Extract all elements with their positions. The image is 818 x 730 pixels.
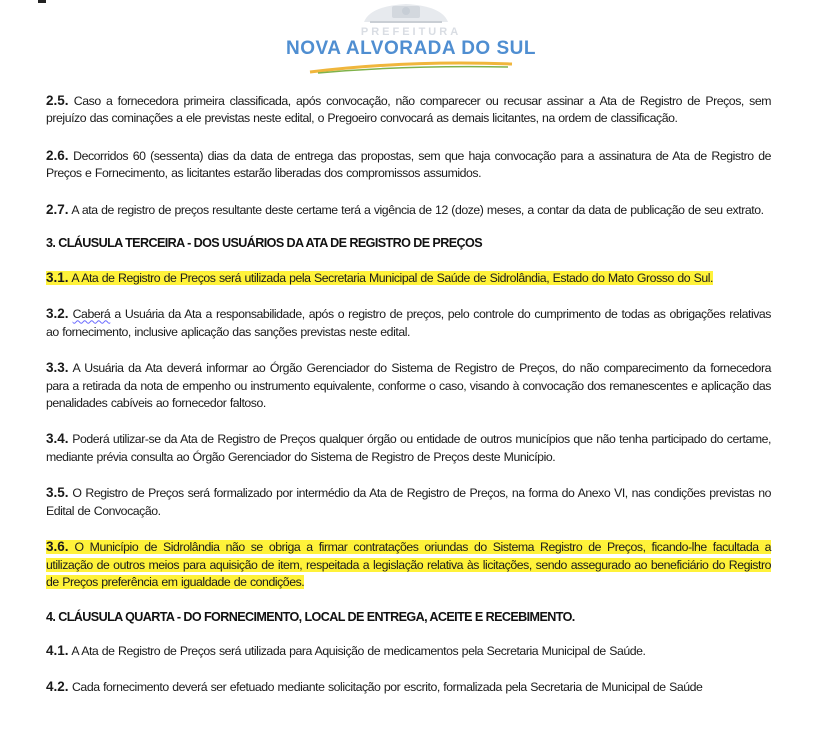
paragraph-text: O Município de Sidrolândia não se obriga a firmar contratações oriundas do Sistema Registro de Preços, ficando-lhe facultada a utilização de outros meios para aquisição de item, respeitada a legislação relativa às licitações, sendo assegurado ao beneficiário do Registro de Preços preferência em igualdade de condições. (46, 540, 771, 589)
paragraph-3-5 (46, 484, 771, 520)
paragraph-text: Poderá utilizar-se da Ata de Registro de Preços qualquer órgão ou entidade de outros municípios que não tenha participado do certame, mediante prévia consulta ao Órgão Gerenciador do Sistema de Registro de Preços deste Município. (46, 432, 772, 464)
paragraph-text: A Ata de Registro de Preços será utilizada para Aquisição de medicamentos pela Secretaria Municipal de Saúde. (71, 644, 646, 659)
clause-number: 4.2. (46, 678, 69, 694)
spellcheck-word: Caberá (72, 307, 111, 322)
paragraph-2-5 (46, 92, 771, 128)
clause-number: 3.5. (46, 485, 69, 501)
paragraph-text: a Usuária da Ata a responsabilidade, após o registro de preços, pelo controle do cumprimento de todas as obrigações relativas ao fornecimento, inclusive aplicação das sanções previstas neste edital. (46, 307, 772, 339)
paragraph-3-4 (46, 430, 771, 466)
clause-number: 3.1. (46, 270, 69, 286)
section-heading-3: 3. CLÁUSULA TERCEIRA - DOS USUÁRIOS DA ATA DE REGISTRO DE PREÇOS (46, 236, 482, 251)
paragraph-3-6 (46, 538, 771, 591)
clause-number: 3.4. (46, 431, 69, 447)
paragraph-2-7 (46, 201, 771, 219)
paragraph-text: A ata de registro de preços resultante deste certame terá a vigência de 12 (doze) meses, a contar da data de publicação de seu extrato. (71, 202, 764, 217)
paragraph-text: A Usuária da Ata deverá informar ao Órgão Gerenciador do Sistema de Registro de Preços, do não comparecimento da fornecedora para a retirada da nota de empenho ou instrumento equivalente, conforme o caso, visando à convocação dos remanescentes e aplicação das penalidades cabíveis ao fornecedor faltoso. (46, 361, 771, 411)
paragraph-text: Caso a fornecedora primeira classificada, após convocação, não comparecer ou recusar assinar a Ata de Registro de Preços, sem prejuízo das cominações a ele previstas neste edital, o Pregoeiro convocará as demais licitantes, na ordem de classificação. (46, 94, 772, 126)
clause-number: 3.6. (46, 539, 69, 555)
clause-number: 4.1. (46, 643, 69, 659)
clause-number: 3.2. (46, 306, 69, 322)
paragraph-3-2 (46, 305, 771, 341)
logo-swoosh (308, 60, 514, 74)
clause-number: 2.7. (46, 201, 69, 217)
paragraph-3-1 (46, 269, 771, 287)
clause-number: 3.3. (46, 360, 69, 376)
paragraph-text: A Ata de Registro de Preços será utilizada pela Secretaria Municipal de Saúde de Sidrolândia, Estado do Mato Grosso do Sul. (71, 271, 713, 286)
paragraph-text: O Registro de Preços será formalizado por intermédio da Ata de Registro de Preços, na forma do Anexo VI, nas condições previstas no Edital de Convocação. (46, 486, 772, 518)
clause-number: 2.6. (46, 147, 69, 163)
page-corner-mark (38, 0, 46, 3)
paragraph-4-2 (46, 678, 771, 696)
header-logo (286, 0, 536, 74)
crest-emblem-icon (356, 0, 456, 24)
logo-city-name: NOVA ALVORADA DO SUL (286, 38, 536, 59)
section-heading-4: 4. CLÁUSULA QUARTA - DO FORNECIMENTO, LOCAL DE ENTREGA, ACEITE E RECEBIMENTO. (46, 610, 575, 625)
paragraph-3-3 (46, 359, 771, 412)
logo-prefeitura-text: PREFEITURA (360, 26, 462, 38)
clause-number: 2.5. (46, 93, 69, 108)
paragraph-text: Cada fornecimento deverá ser efetuado mediante solicitação por escrito, formalizada pela Secretaria de Municipal de Saúde (72, 679, 703, 694)
paragraph-text: Decorridos 60 (sessenta) dias da data de entrega das propostas, sem que haja convocação para a assinatura de Ata de Registro de Preços e Fornecimento, as licitantes estarão liberadas dos compromissos assumidos. (46, 148, 771, 181)
paragraph-4-1 (46, 642, 771, 660)
paragraph-2-6 (46, 147, 771, 183)
document-body (46, 92, 771, 696)
